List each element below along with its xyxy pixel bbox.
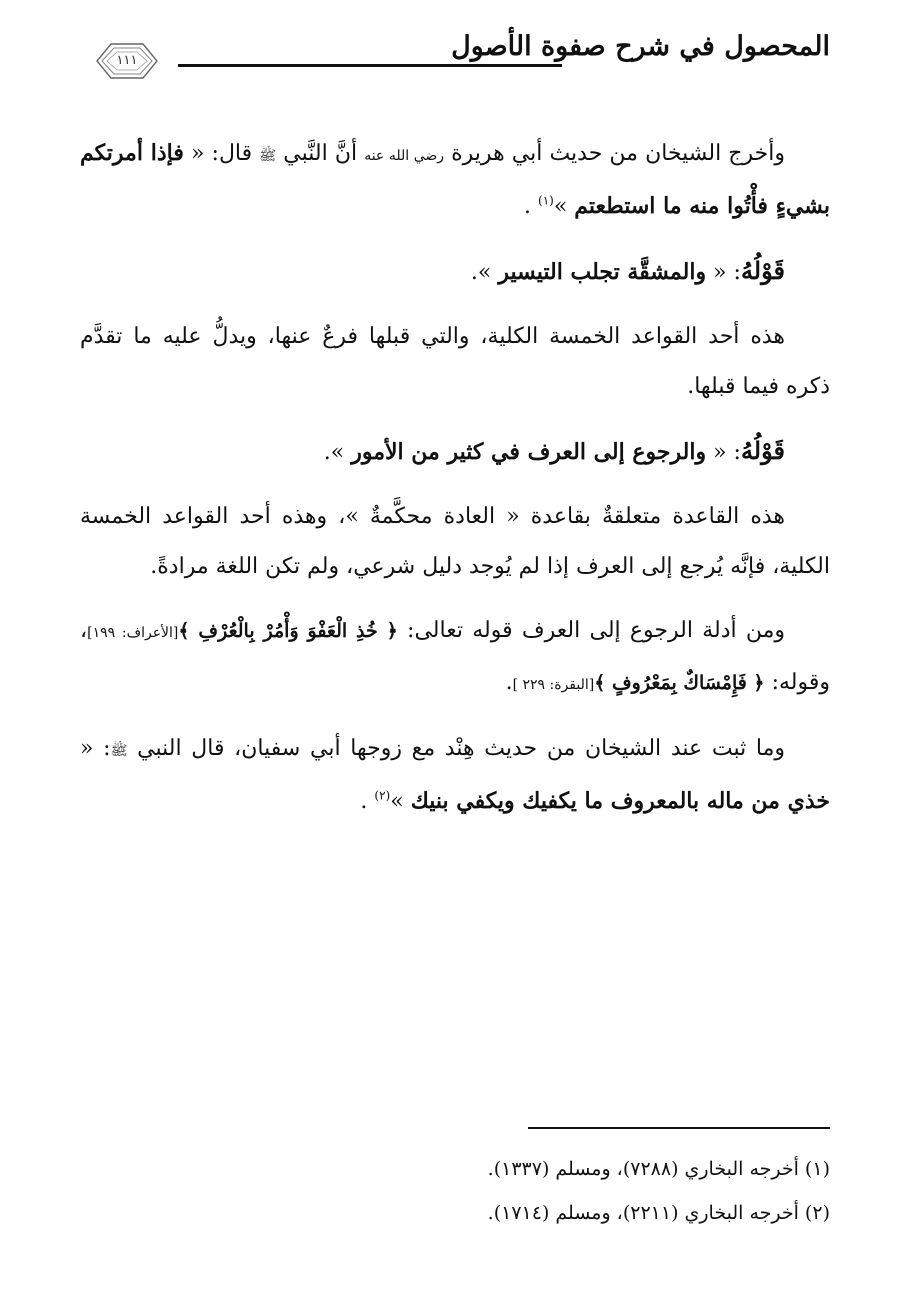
text-run: ». (470, 260, 499, 285)
paragraph-1 (80, 128, 830, 232)
footnote-1: (١) أخرجه البخاري (٧٢٨٨)، ومسلم (١٣٣٧). (487, 1158, 830, 1180)
qawluhu-heading: قَوْلُهُ (740, 436, 785, 465)
text-run: أنَّ النَّبي (276, 141, 365, 166)
qawluhu-heading: قَوْلُهُ (740, 256, 785, 285)
text-run: . (360, 789, 375, 814)
footnotes (80, 1150, 830, 1238)
text-run: وأخرج الشيخان من حديث أبي هريرة (444, 141, 785, 166)
verse-reference: [الأعراف: ١٩٩] (87, 625, 179, 641)
text-run: » (390, 789, 411, 814)
text-run: ومن أدلة الرجوع إلى العرف قوله تعالى: (397, 618, 786, 643)
page-number: ١١١ (116, 53, 138, 68)
header-rule (178, 64, 562, 67)
paragraph-6 (80, 606, 830, 710)
honorific-text: ﷺ (110, 743, 128, 759)
page-number-frame (95, 40, 159, 82)
emphasized-text: والرجوع إلى العرف في كثير من الأمور (351, 439, 707, 465)
main-content (80, 128, 830, 841)
emphasized-text: فإذا أمرتكم بشيءٍ فأْتُوا منه ما استطعتم (80, 140, 830, 219)
footnote-marker: (٢) (374, 788, 391, 803)
text-run: هذه أحد القواعد الخمسة الكلية، والتي قبلها فرعٌ عنها، ويدلُّ عليه ما تقدَّم ذكره فيما قبلها. (80, 324, 830, 399)
footnote-2: (٢) أخرجه البخاري (٢٢١١)، ومسلم (١٧١٤). (487, 1202, 830, 1224)
text-run: . (524, 194, 538, 219)
text-run: ، وقوله: (80, 618, 830, 695)
text-run: قال: « (183, 141, 260, 166)
honorific-text: رضي الله عنه (364, 148, 445, 164)
verse-reference: [البقرة: ٢٢٩ ] (512, 677, 595, 693)
honorific-text: ﷺ (259, 148, 277, 164)
page-header (80, 22, 830, 82)
emphasized-text: خذي من ماله بالمعروف ما يكفيك ويكفي بنيك (410, 788, 830, 814)
footnote-rule (528, 1127, 830, 1129)
text-run: : « (706, 440, 741, 465)
paragraph-2 (80, 246, 830, 298)
paragraph-7 (80, 724, 830, 827)
text-run: . (505, 670, 513, 695)
text-run: : « (80, 736, 111, 761)
paragraph-5 (80, 492, 830, 592)
paragraph-4 (80, 426, 830, 478)
quran-verse: ﴿ فَإِمْسَاكٌ بِمَعْرُوفٍ ﴾ (594, 672, 765, 694)
text-run: وما ثبت عند الشيخان من حديث هِنْد مع زوجها أبي سفيان، قال النبي (127, 736, 785, 761)
text-run: هذه القاعدة متعلقةٌ بقاعدة « العادة محكَّمةٌ »، وهذه أحد القواعد الخمسة الكلية، فإنَّه يُرجع إلى العرف إذا لم يُوجد دليل شرعي، ولم تكن اللغة مرادةً. (80, 504, 830, 579)
text-run: » (553, 194, 575, 219)
book-title: المحصول في شرح صفوة الأصول (451, 31, 830, 62)
footnote-marker: (١) (538, 193, 554, 208)
paragraph-3 (80, 312, 830, 412)
emphasized-text: والمشقَّة تجلب التيسير (498, 259, 707, 285)
quran-verse: ﴿ خُذِ الْعَفْوَ وَأْمُرْ بِالْعُرْفِ ﴾ (178, 620, 398, 642)
text-run: : « (706, 260, 741, 285)
text-run: ». (323, 440, 352, 465)
